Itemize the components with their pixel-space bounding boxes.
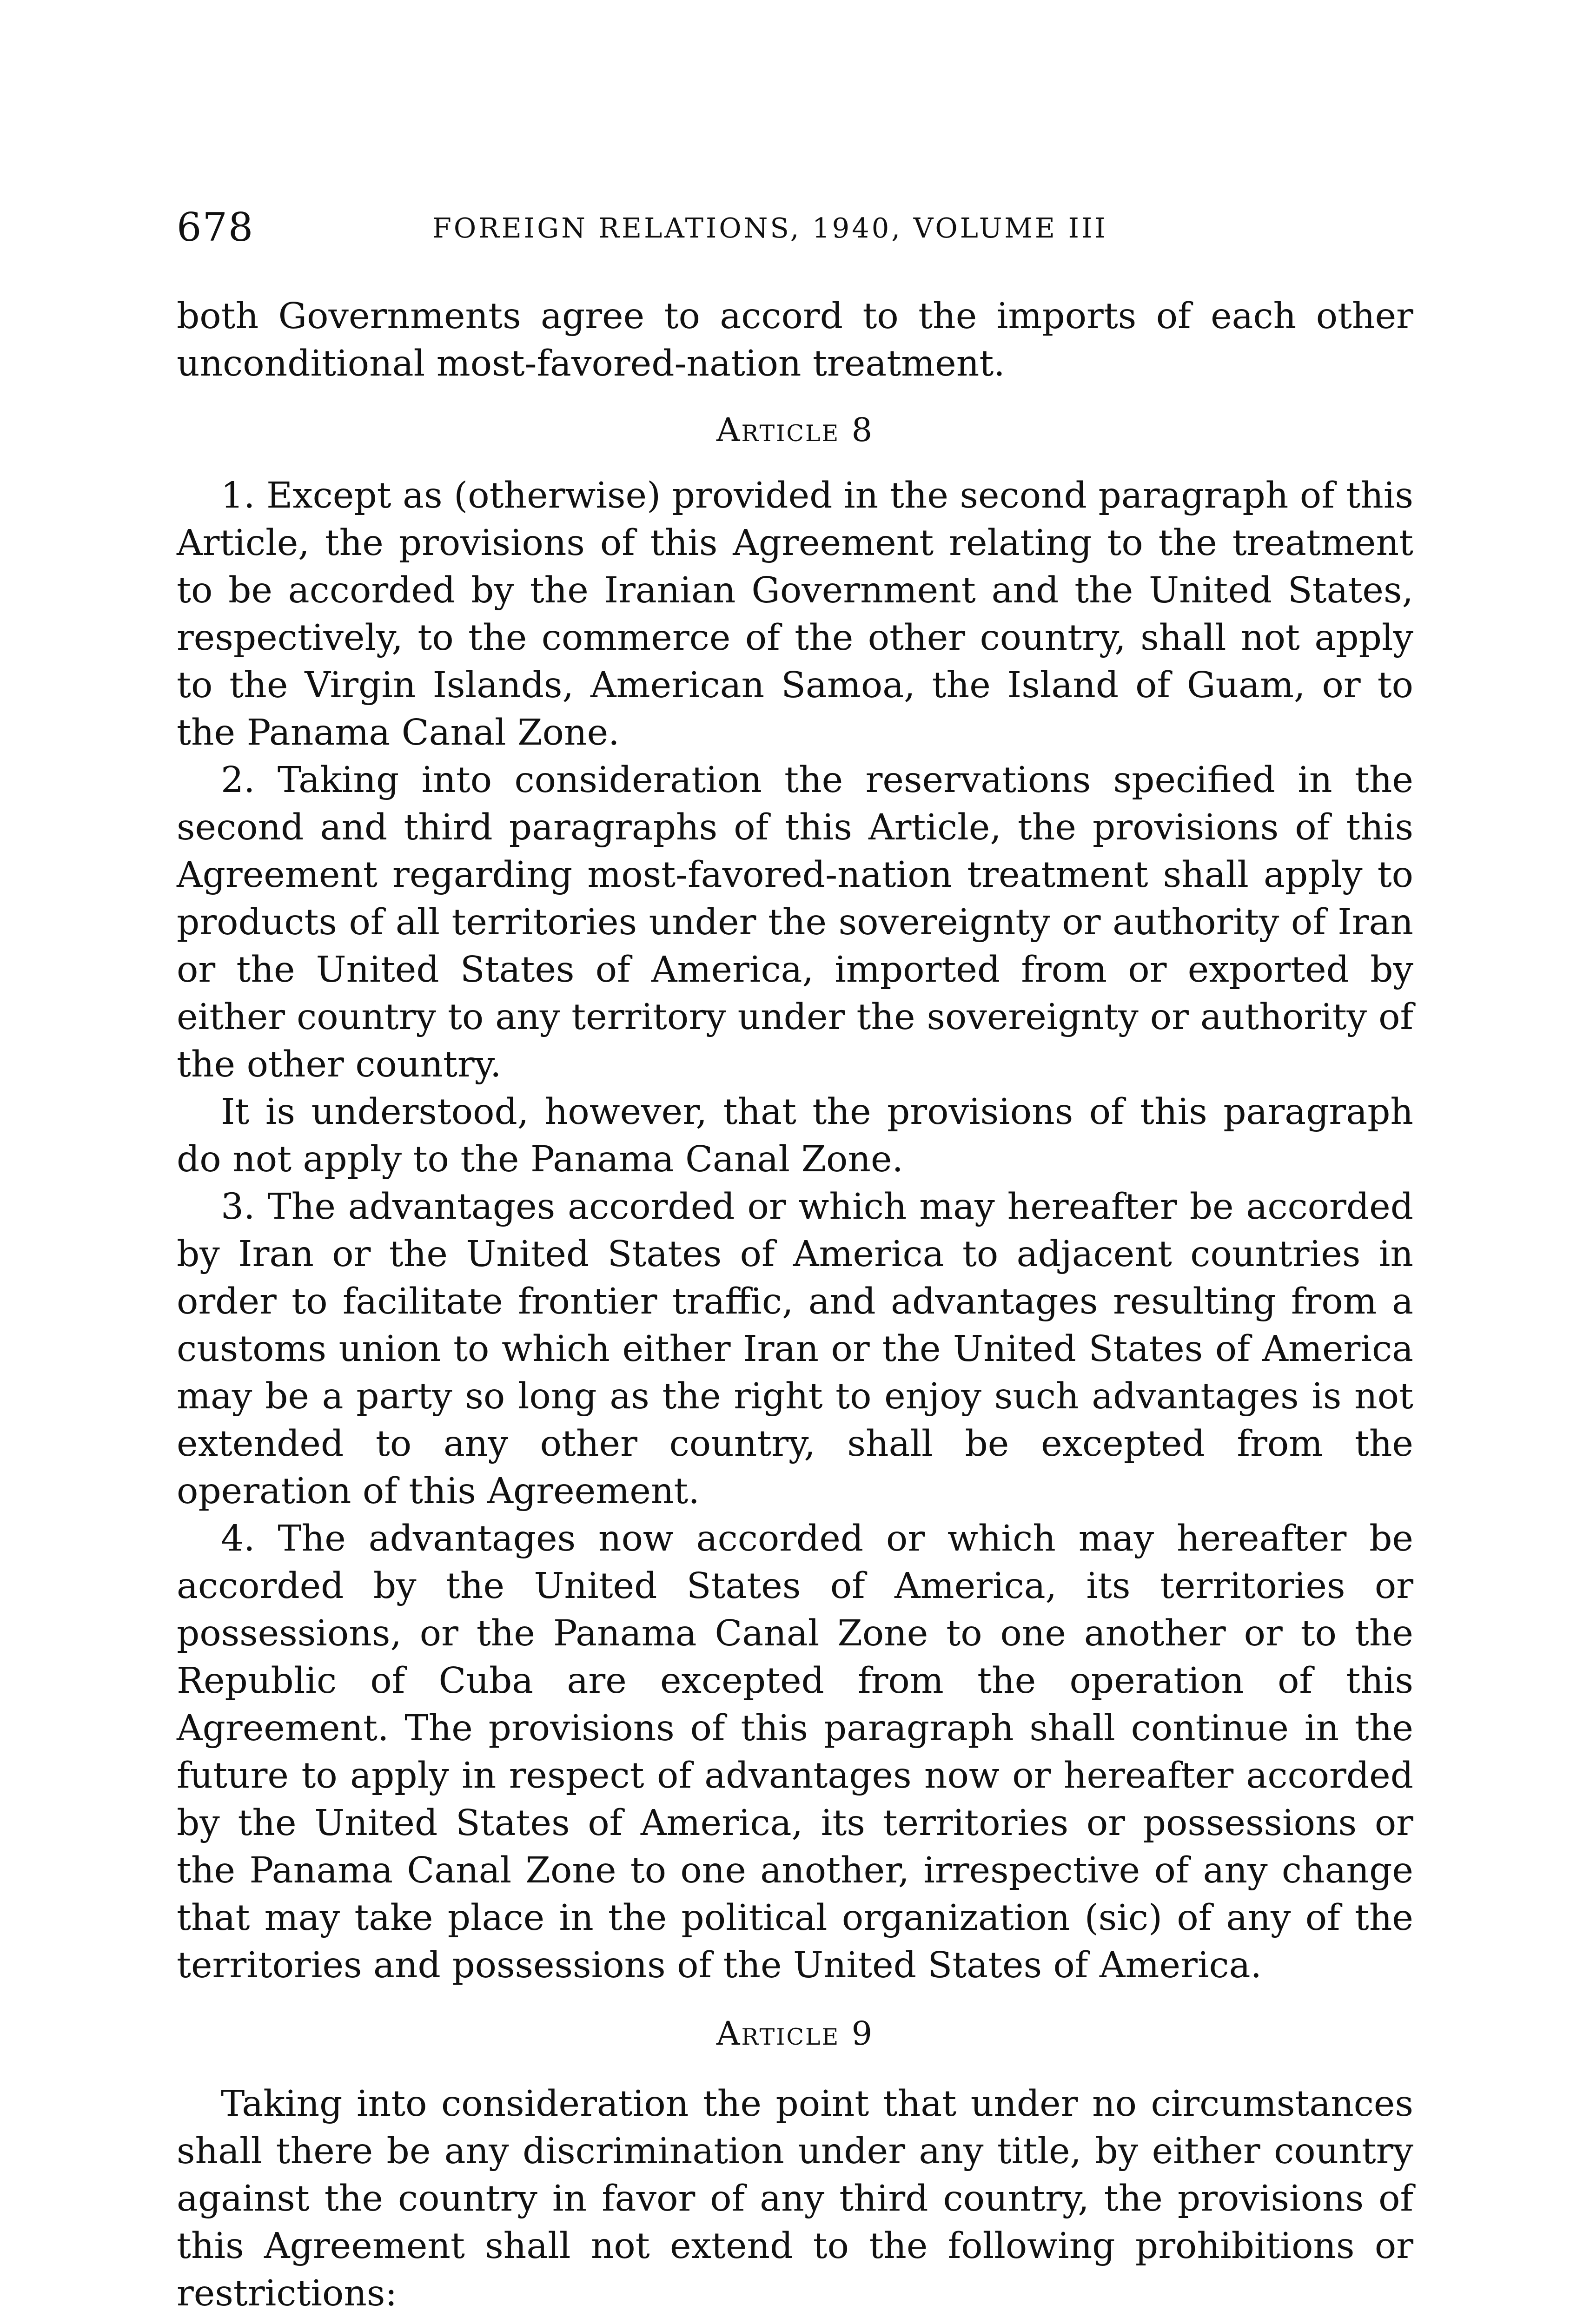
running-head: [177, 205, 1413, 256]
article-9-intro: Taking into consideration the point that under no circumstances shall there be any discrimination under any title, by either country against the country in favor of any third country, the provisions of this Agreement shall not extend to the following prohibitions or restrictions:: [177, 2083, 1413, 2314]
article-8-paragraph-2-note: It is understood, however, that the provisions of this paragraph do not apply to the Panama Canal Zone.: [177, 1091, 1413, 1180]
document-page: [177, 205, 1413, 2324]
article-8-paragraph-2: 2. Taking into consideration the reservations specified in the second and third paragraphs of this Article, the provisions of this Agreement regarding most-favored-nation treatment shall apply to products of all territories under the sovereignty or authority of Iran or the United States of America, imported from or exported by either country to any territory under the sovereignty or authority of the other country.: [177, 759, 1413, 1085]
intro-paragraph: both Governments agree to accord to the imports of each other unconditional most-favored-nation treatment.: [177, 296, 1413, 384]
running-title: FOREIGN RELATIONS, 1940, VOLUME III: [432, 212, 1108, 244]
page-number: 678: [177, 205, 254, 250]
article-8-paragraph-1: 1. Except as (otherwise) provided in the second paragraph of this Article, the provisions of this Agreement relating to the treatment to be accorded by the Iranian Government and the United States, respectively, to the commerce of the other country, shall not apply to the Virgin Islands, American Samoa, the Island of Guam, or to the Panama Canal Zone.: [177, 475, 1413, 753]
article-8-heading: Article 8: [716, 411, 874, 449]
article-8-paragraph-4: 4. The advantages now accorded or which may hereafter be accorded by the United States of America, its territories or possessions, or the Panama Canal Zone to one another or to the Republic of Cuba are excepted from the operation of this Agreement. The provisions of this paragraph shall continue in the future to apply in respect of advantages now or hereafter accorded by the United States of America, its territories or possessions or the Panama Canal Zone to one another, irrespective of any change that may take place in the political organization (sic) of any of the territories and possessions of the United States of America.: [177, 1518, 1413, 1986]
article-8-paragraph-3: 3. The advantages accorded or which may hereafter be accorded by Iran or the United States of America to adjacent countries in order to facilitate frontier traffic, and advantages resulting from a customs union to which either Iran or the United States of America may be a party so long as the right to enjoy such advantages is not extended to any other country, shall be excepted from the operation of this Agreement.: [177, 1186, 1413, 1512]
article-9-heading: Article 9: [716, 2014, 874, 2053]
